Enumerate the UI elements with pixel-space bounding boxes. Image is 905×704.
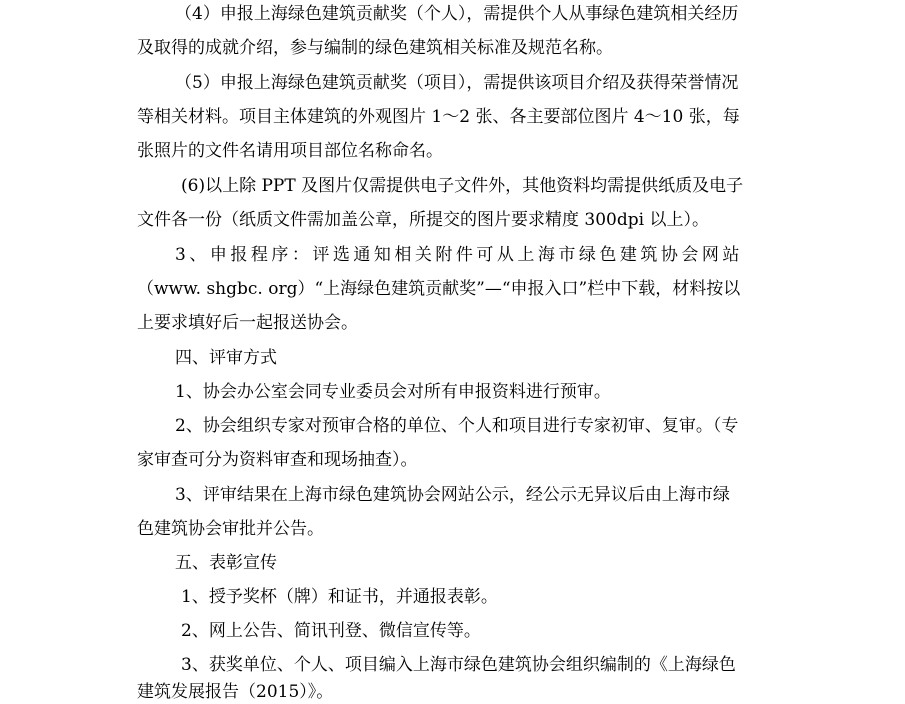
paragraph-line: 文件各一份（纸质文件需加盖公章，所提交的图片要求精度 300dpi 以上）。 bbox=[137, 210, 709, 230]
paragraph-line: 上要求填好后一起报送协会。 bbox=[137, 313, 358, 333]
paragraph-line: 家审查可分为资料审查和现场抽查）。 bbox=[137, 450, 418, 470]
list-item: 1、授予奖杯（牌）和证书，并通报表彰。 bbox=[181, 587, 498, 607]
paragraph-line: 等相关材料。项目主体建筑的外观图片 1～2 张、各主要部位图片 4～10 张，每 bbox=[137, 107, 740, 127]
list-item: 3、评审结果在上海市绿色建筑协会网站公示，经公示无异议后由上海市绿 bbox=[175, 485, 730, 505]
paragraph-line: 建筑发展报告（2015）》。 bbox=[137, 682, 334, 702]
paragraph-line: （4）申报上海绿色建筑贡献奖（个人），需提供个人从事绿色建筑相关经历 bbox=[175, 4, 739, 24]
paragraph-line: 张照片的文件名请用项目部位名称命名。 bbox=[137, 141, 443, 161]
list-item: 1、协会办公室会同专业委员会对所有申报资料进行预审。 bbox=[175, 382, 611, 402]
paragraph-line: 色建筑协会审批并公告。 bbox=[137, 519, 324, 539]
paragraph-line: 3、申报程序：评选通知相关附件可从上海市绿色建筑协会网站 bbox=[175, 245, 743, 265]
list-item: 3、获奖单位、个人、项目编入上海市绿色建筑协会组织编制的《上海绿色 bbox=[181, 655, 736, 675]
section-heading: 五、表彰宣传 bbox=[175, 553, 277, 573]
section-heading: 四、评审方式 bbox=[175, 348, 277, 368]
paragraph-line: 及取得的成就介绍，参与编制的绿色建筑相关标准及规范名称。 bbox=[137, 38, 613, 58]
paragraph-line: （www. shgbc. org）“上海绿色建筑贡献奖”—“申报入口”栏中下载，材料按以 bbox=[137, 279, 741, 299]
paragraph-line: （5）申报上海绿色建筑贡献奖（项目），需提供该项目介绍及获得荣誉情况 bbox=[175, 73, 739, 93]
paragraph-line: (6)以上除 PPT 及图片仅需提供电子文件外，其他资料均需提供纸质及电子 bbox=[181, 176, 744, 196]
list-item: 2、网上公告、简讯刊登、微信宣传等。 bbox=[181, 621, 481, 641]
list-item: 2、协会组织专家对预审合格的单位、个人和项目进行专家初审、复审。（专 bbox=[175, 416, 739, 436]
